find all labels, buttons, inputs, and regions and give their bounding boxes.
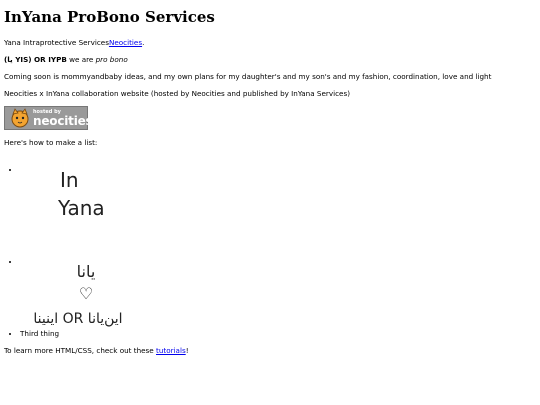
page-content [4,8,536,363]
pro-bono-italic: pro bono [95,55,128,64]
inyana-logo-line2: Yana [58,196,105,220]
example-list [4,165,536,338]
list-intro: Here's how to make a list: [4,138,98,147]
badge-brand: neocities [33,113,93,128]
page-title: InYana ProBono Services [4,8,215,26]
footer-end: ! [185,346,189,355]
badge-hosted-by: hosted by [33,108,61,115]
list-item-third: • Third thing [20,329,536,338]
intro-text: Yana Intraprotective Services [4,38,109,47]
inyana-logo-image [40,165,120,225]
arabic-logo-top: • يانا [76,262,96,281]
intro-paragraph [4,38,536,47]
neocities-cat-icon [9,108,31,128]
inyana-logo-line1: • In [60,168,79,192]
neocities-link[interactable]: Neocities [108,38,143,47]
coming-soon-paragraph: Coming soon is mommyandbaby ideas, and my own plans for my daughter's and my son's and my fashion, coordination, love and light [4,72,492,81]
list-item [20,257,536,329]
footer-text: To learn more HTML/CSS, check out these [4,346,157,355]
badge-text [33,110,92,127]
footer-paragraph [4,346,536,355]
hosted-by-neocities-badge[interactable] [4,106,93,130]
heart-icon: ♡ [78,284,94,303]
arabic-yana-logo-image [16,257,140,329]
arabic-logo-bottom: اينينا OR اين‌يانا [33,311,123,327]
tutorials-link[interactable]: tutorials [156,346,186,355]
name-paragraph [4,55,536,64]
collaboration-paragraph: Neocities x InYana collaboration website (hosted by Neocities and published by InYana Services) [4,89,351,98]
list-item [20,165,536,225]
name-text: we are [66,55,96,64]
intro-period: . [142,38,145,47]
name-bold: (يا YIS) OR IYPB [4,55,67,64]
